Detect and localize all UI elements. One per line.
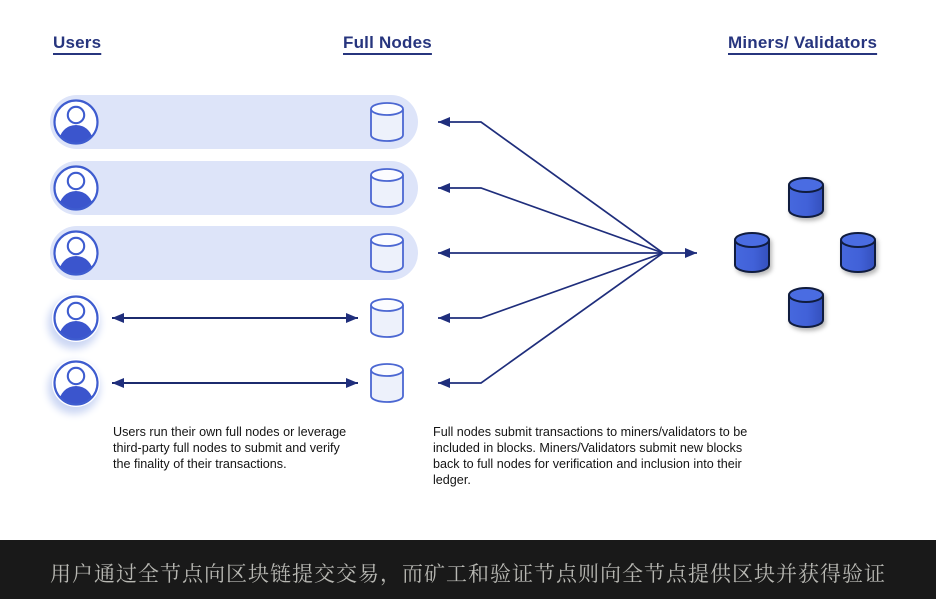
user-node-pill [50, 95, 418, 149]
miner-node-icon [733, 231, 771, 275]
miner-node-icon [787, 286, 825, 330]
full-node-icon [369, 232, 405, 274]
full-node-icon [369, 101, 405, 143]
user-avatar-icon [52, 164, 100, 212]
full-node-icon [369, 297, 405, 339]
column-header-full-nodes: Full Nodes [343, 33, 432, 52]
fan-arrow-row4 [438, 253, 663, 318]
user-node-pill [50, 226, 418, 280]
full-node-icon [369, 167, 405, 209]
miner-node-icon [787, 176, 825, 220]
fan-arrow-row2 [438, 188, 663, 253]
subtitle-bar [0, 540, 936, 599]
user-node-pill [50, 161, 418, 215]
subtitle-text: 用户通过全节点向区块链提交交易，而矿工和验证节点则向全节点提供区块并获得验证 [50, 562, 886, 586]
column-header-miners-validators: Miners/ Validators [728, 33, 878, 52]
full-node-icon [369, 362, 405, 404]
users-caption: Users run their own full nodes or leverage third-party full nodes to submit and verify the finality of their transactions. [113, 425, 347, 471]
user-avatar-icon [52, 359, 100, 407]
user-avatar-icon [52, 98, 100, 146]
user-avatar-icon [52, 229, 100, 277]
user-avatar-icon [52, 294, 100, 342]
column-header-users: Users [53, 33, 102, 52]
nodes-caption: Full nodes submit transactions to miners/validators to be included in blocks. Miners/Validators submit new blocks back to full nodes for verification and inclusion into their ledger. [433, 425, 748, 487]
miner-node-icon [839, 231, 877, 275]
